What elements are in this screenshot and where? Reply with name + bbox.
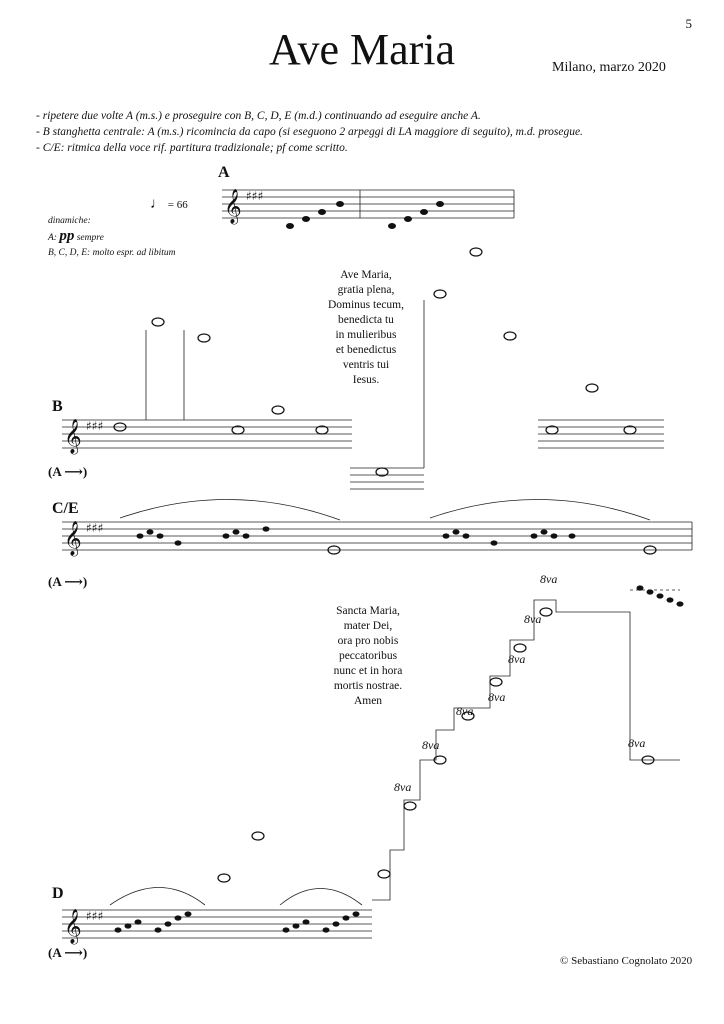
noteheads [115, 201, 684, 933]
dynamics-a-suffix: sempre [76, 233, 104, 243]
lyric-line: ventris tui [342, 359, 390, 371]
ottava-mark: 8va [540, 572, 558, 586]
key-signatures [86, 189, 263, 923]
page-number: 5 [685, 16, 692, 31]
a-reference-b: (A ⟶) [48, 464, 88, 479]
staff-a [222, 190, 514, 218]
dynamics-a-label: A: [48, 233, 57, 243]
page-title: Ave Maria [268, 25, 456, 74]
instruction-line: - C/E: ritmica della voce rif. partitura tradizionale; pf come scritto. [36, 142, 348, 154]
copyright: © Sebastiano Cognolato 2020 [560, 955, 693, 967]
sharp-icon: ♯♯♯ [86, 909, 104, 923]
lyric-line: Iesus. [352, 374, 380, 386]
ottava-mark: 8va [508, 652, 526, 666]
lyric-line: benedicta tu [338, 314, 394, 326]
treble-clef-icon: 𝄞 [64, 419, 82, 454]
treble-clef-icon: 𝄞 [64, 521, 82, 556]
ottava-mark: 8va [628, 736, 646, 750]
staff-b [62, 300, 664, 489]
sharp-icon: ♯♯♯ [86, 521, 104, 535]
section-label-b: B [52, 398, 63, 415]
ottava-mark: 8va [394, 780, 412, 794]
lyric-line: mater Dei, [343, 620, 393, 632]
tempo-value: = 66 [167, 199, 188, 211]
instruction-line: - B stanghetta centrale: A (m.s.) ricomincia da capo (si eseguono 2 arpeggi di LA maggiore di seguito), m.d. prosegue. [36, 126, 583, 138]
lyric-line: et benedictus [335, 344, 397, 356]
a-reference-ce: (A ⟶) [48, 574, 88, 589]
ottava-mark: 8va [422, 738, 440, 752]
lyric-line: mortis nostrae. [333, 680, 403, 692]
lyric-line: peccatoribus [338, 650, 398, 662]
staff-ce [62, 499, 692, 550]
ottava-mark: 8va [524, 612, 542, 626]
quarter-note-icon: ♩ [150, 196, 165, 212]
dynamics-bcde-line: B, C, D, E: molto espr. ad libitum [48, 248, 176, 258]
section-label-d: D [52, 885, 64, 902]
treble-clef-icon: 𝄞 [224, 189, 242, 224]
sharp-icon: ♯♯♯ [246, 189, 264, 203]
lyric-line: Sancta Maria, [336, 605, 400, 617]
instruction-line: - ripetere due volte A (m.s.) e proseguire con B, C, D, E (m.d.) continuando ad eseguire anche A. [36, 110, 481, 122]
ottava-mark: 8va [488, 690, 506, 704]
lyric-line: Dominus tecum, [327, 299, 405, 311]
clefs [64, 189, 242, 945]
section-label-ce: C/E [52, 500, 79, 517]
lyric-line: gratia plena, [337, 284, 395, 296]
lyric-line: nunc et in hora [333, 665, 403, 677]
lyric-line: Ave Maria, [340, 269, 392, 281]
place-date: Milano, marzo 2020 [552, 60, 666, 75]
staff-d [62, 590, 680, 938]
treble-clef-icon: 𝄞 [64, 909, 82, 944]
sharp-icon: ♯♯♯ [86, 419, 104, 433]
lyric-line: in mulieribus [335, 329, 397, 341]
lyric-line: Amen [353, 695, 383, 707]
ottava-mark: 8va [456, 704, 474, 718]
whole-notes [114, 248, 656, 882]
dynamics-pp-mark: pp [59, 228, 75, 244]
a-reference-d: (A ⟶) [48, 945, 88, 960]
lyric-line: ora pro nobis [337, 635, 399, 647]
dynamics-heading: dinamiche: [48, 216, 91, 226]
section-label-a: A [218, 164, 230, 181]
